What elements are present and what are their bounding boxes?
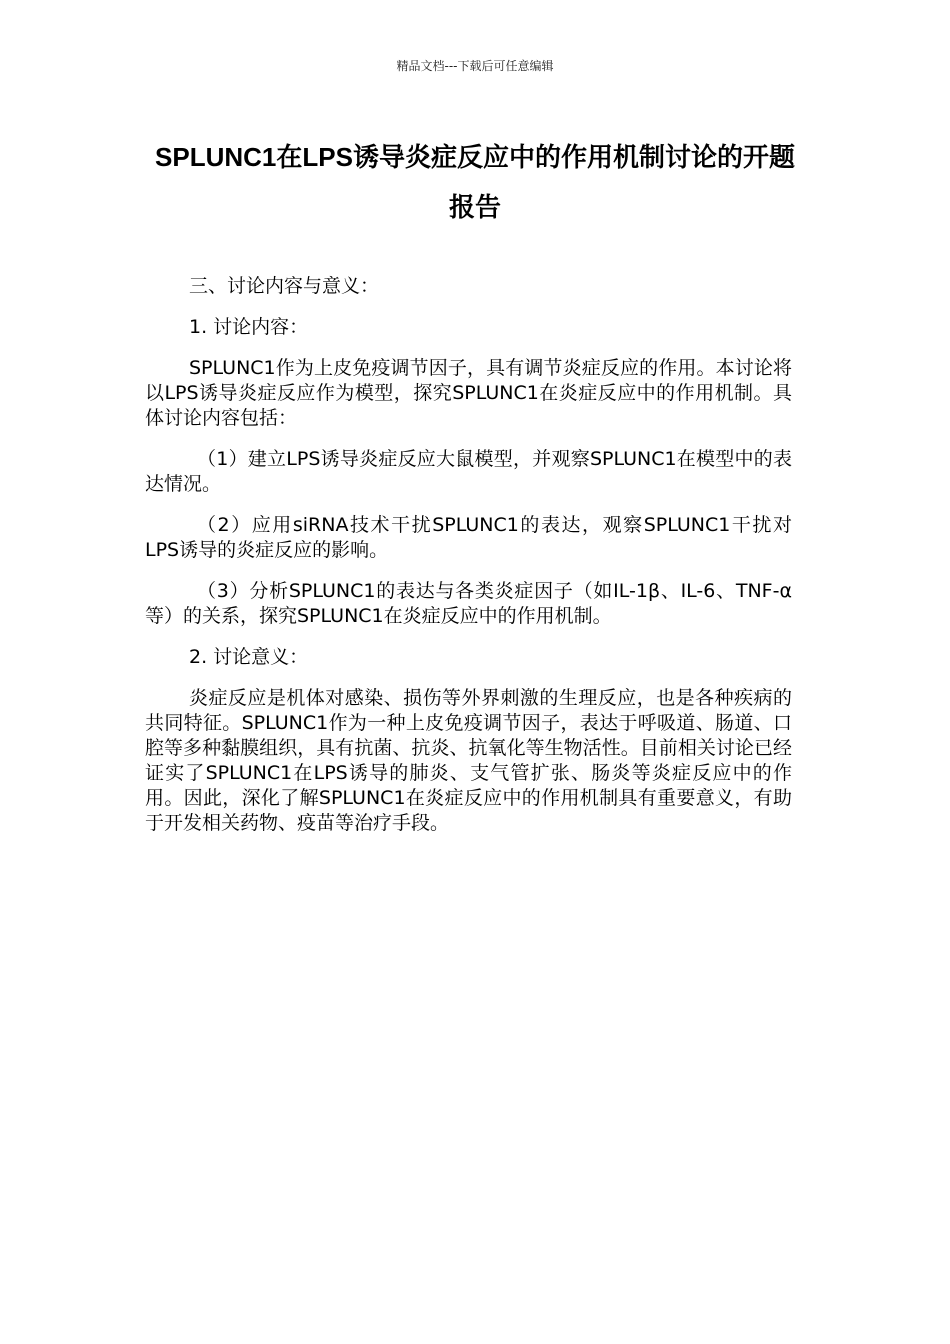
- list-item: （2）应用siRNA技术干扰SPLUNC1的表达，观察SPLUNC1干扰对LPS诱导的炎症反应的影响。: [145, 514, 792, 561]
- list-item: （1）建立LPS诱导炎症反应大鼠模型，并观察SPLUNC1在模型中的表达情况。: [145, 448, 792, 495]
- document-body: [145, 274, 792, 836]
- section-heading: 三、讨论内容与意义：: [189, 275, 380, 297]
- subsection-1-heading: 1. 讨论内容：: [189, 316, 309, 338]
- document-title: SPLUNC1在LPS诱导炎症反应中的作用机制讨论的开题报告: [155, 142, 795, 222]
- subsection-2-body: 炎症反应是机体对感染、损伤等外界刺激的生理反应，也是各种疾病的共同特征。SPLUNC1作为一种上皮免疫调节因子，表达于呼吸道、肠道、口腔等多种黏膜组织，具有抗菌、抗炎、抗氧化等生物活性。目前相关讨论已经证实了SPLUNC1在LPS诱导的肺炎、支气管扩张、肠炎等炎症反应中的作用。因此，深化了解SPLUNC1在炎症反应中的作用机制具有重要意义，有助于开发相关药物、疫苗等治疗手段。: [145, 687, 792, 834]
- subsection-2-heading: 2. 讨论意义：: [189, 646, 309, 668]
- subsection-1-intro: SPLUNC1作为上皮免疫调节因子，具有调节炎症反应的作用。本讨论将以LPS诱导炎症反应作为模型，探究SPLUNC1在炎症反应中的作用机制。具体讨论内容包括：: [145, 357, 792, 429]
- list-item: （3）分析SPLUNC1的表达与各类炎症因子（如IL-1β、IL-6、TNF-α等）的关系，探究SPLUNC1在炎症反应中的作用机制。: [145, 580, 792, 627]
- page-header: 精品文档---下载后可任意编辑: [396, 59, 554, 73]
